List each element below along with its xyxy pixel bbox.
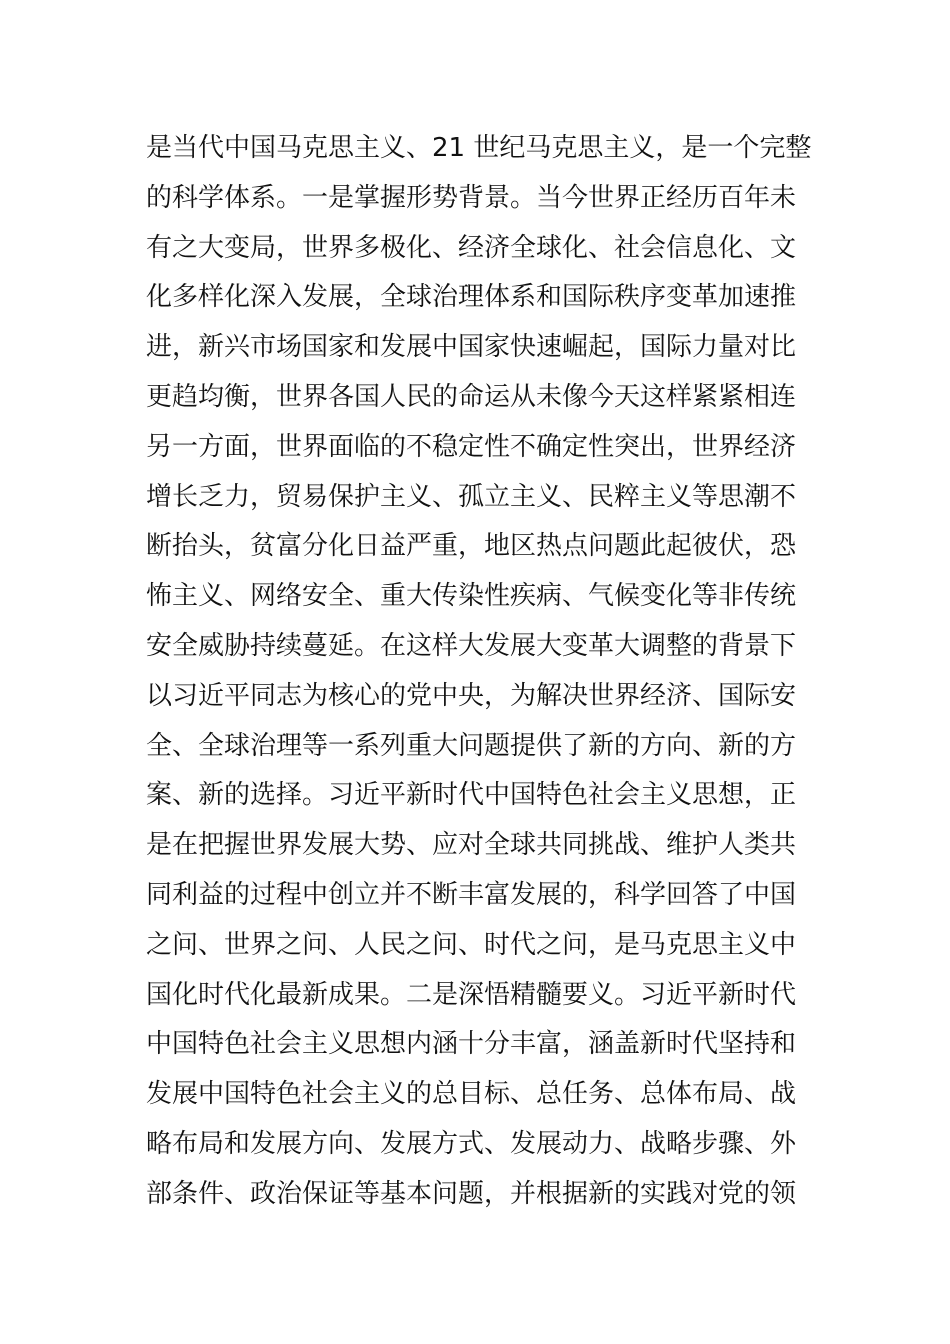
text-line: 安全威胁持续蔓延。在这样大发展大变革大调整的背景下 [146, 630, 797, 661]
text-line: 国化时代化最新成果。二是深悟精髓要义。习近平新时代 [146, 979, 797, 1010]
text-line: 发展中国特色社会主义的总目标、总任务、总体布局、战 [146, 1079, 797, 1110]
text-line: 略布局和发展方向、发展方式、发展动力、战略步骤、外 [146, 1128, 797, 1159]
text-line: 化多样化深入发展，全球治理体系和国际秩序变革加速推 [146, 282, 797, 313]
text-line: 是在把握世界发展大势、应对全球共同挑战、维护人类共 [146, 830, 797, 861]
text-line: 怖主义、网络安全、重大传染性疾病、气候变化等非传统 [146, 581, 797, 612]
text-line: 以习近平同志为核心的党中央，为解决世界经济、国际安 [146, 680, 797, 711]
text-line: 案、新的选择。习近平新时代中国特色社会主义思想，正 [146, 780, 797, 811]
text-line: 同利益的过程中创立并不断丰富发展的，科学回答了中国 [146, 879, 797, 910]
text-line: 的科学体系。一是掌握形势背景。当今世界正经历百年未 [146, 182, 797, 213]
text-line: 是当代中国马克思主义、21 世纪马克思主义，是一个完整 [146, 133, 812, 163]
text-line: 断抬头，贫富分化日益严重，地区热点问题此起彼伏，恐 [146, 531, 797, 562]
text-line: 增长乏力，贸易保护主义、孤立主义、民粹主义等思潮不 [146, 481, 797, 512]
text-line: 中国特色社会主义思想内涵十分丰富，涵盖新时代坚持和 [146, 1029, 797, 1060]
text-line: 更趋均衡，世界各国人民的命运从未像今天这样紧紧相连 [146, 381, 797, 412]
text-line: 部条件、政治保证等基本问题，并根据新的实践对党的领 [146, 1178, 797, 1209]
text-line: 全、全球治理等一系列重大问题提供了新的方向、新的方 [146, 730, 797, 761]
body-paragraph [146, 124, 826, 1220]
text-line: 有之大变局，世界多极化、经济全球化、社会信息化、文 [146, 232, 797, 263]
text-line: 之问、世界之问、人民之问、时代之问，是马克思主义中 [146, 929, 797, 960]
text-line: 进，新兴市场国家和发展中国家快速崛起，国际力量对比 [146, 332, 797, 363]
text-line: 另一方面，世界面临的不稳定性不确定性突出，世界经济 [146, 431, 797, 462]
